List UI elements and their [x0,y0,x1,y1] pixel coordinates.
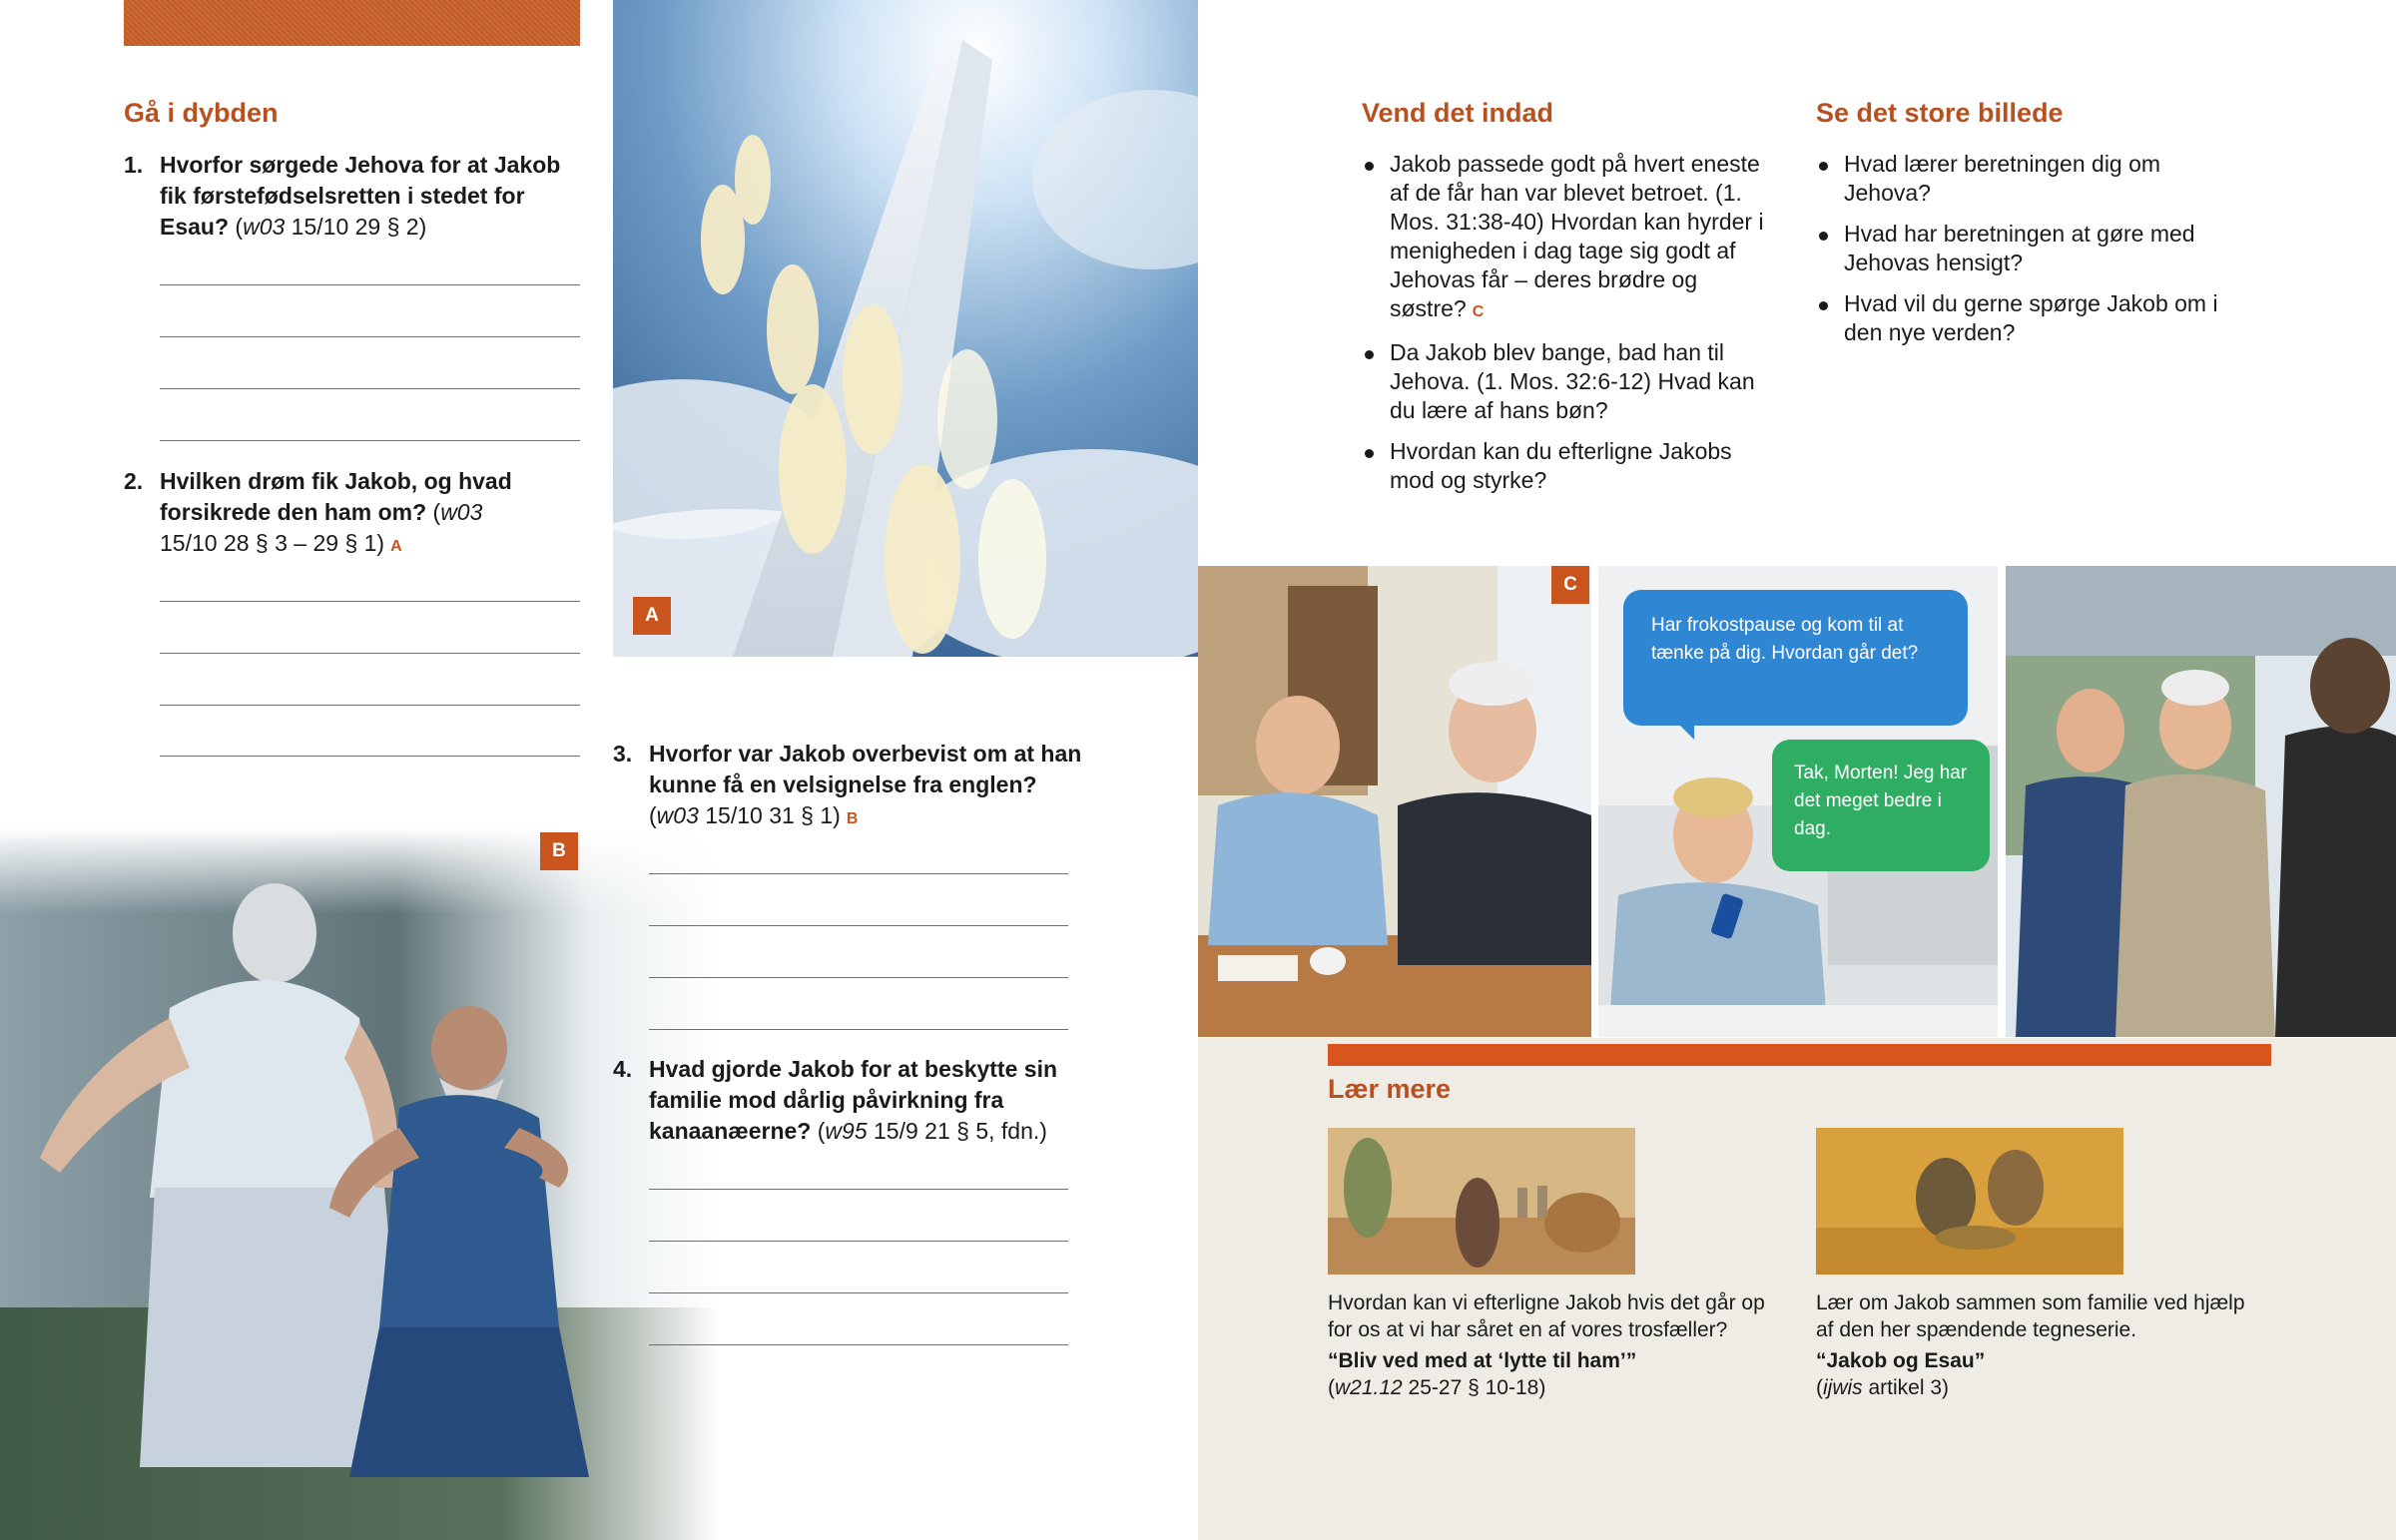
learn-more-thumbnail-2[interactable] [1816,1128,2123,1275]
vend-det-indad-list [1362,150,1771,507]
answer-line[interactable] [160,601,580,602]
decorative-top-bar [124,0,580,46]
question-3: 3. Hvorfor var Jakob overbevist om at han kunne få en velsignelse fra englen? (w03 15/10 31 § 1) B [613,741,1082,828]
learn-more-item-1 [1328,1289,1767,1401]
answer-line[interactable] [649,1029,1068,1030]
answer-line[interactable] [649,1241,1068,1242]
jacobs-ladder-art [613,0,1198,657]
photo-elders-visit-art [2006,566,2396,1037]
photo-elders-visit [2006,566,2396,1037]
illustration-jacob-wrestling [0,828,719,1540]
list-item: Hvad lærer beretningen dig om Jehova? [1816,150,2225,208]
learn-more-item-2 [1816,1289,2255,1401]
question-2: 2. Hvilken drøm fik Jakob, og hvad forsikrede den ham om? (w03 15/10 28 § 3 – 29 § 1) A [124,468,512,556]
answer-line[interactable] [160,388,580,389]
photo-elders-table [1198,566,1591,1037]
question-2-reference: (w03 15/10 28 § 3 – 29 § 1) [160,499,483,556]
answer-line[interactable] [649,925,1068,926]
answer-line[interactable] [649,1189,1068,1190]
se-det-store-billede-list [1816,150,2225,359]
image-label-b: B [540,832,578,870]
question-3-reference: (w03 15/10 31 § 1) [649,802,841,828]
list-item: Hvad vil du gerne spørge Jakob om i den nye verden? [1816,289,2225,347]
answer-line[interactable] [160,336,580,337]
learn-more-accent-bar [1328,1044,2271,1066]
image-label-a: A [633,597,671,635]
section-title-ga-i-dybden: Gå i dybden [124,98,279,128]
learn-more-thumbnail-1[interactable] [1328,1128,1635,1275]
answer-line[interactable] [649,1344,1068,1345]
chat-bubble-incoming: Har frokostpause og kom til at tænke på dig. Hvordan går det? [1623,590,1968,726]
question-1-reference: (w03 15/10 29 § 2) [235,214,427,240]
answer-line[interactable] [649,873,1068,874]
photo-man-texting [1598,566,1998,1037]
answer-line[interactable] [160,284,580,285]
image-label-c: C [1551,566,1589,604]
list-item: Da Jakob blev bange, bad han til Jehova. (1. Mos. 32:6-12) Hvad kan du lære af hans bøn? [1362,338,1771,425]
thumbnail-1-art [1328,1128,1635,1275]
illustration-jacobs-ladder [613,0,1198,657]
learn-more-item-2-ref: (ijwis artikel 3) [1816,1376,1950,1399]
image-ref-tag-b: B [846,810,859,827]
answer-line[interactable] [160,705,580,706]
image-ref-tag-c: C [1472,303,1485,320]
thumbnail-2-art [1816,1128,2123,1275]
answer-line[interactable] [649,977,1068,978]
learn-more-item-1-desc: Hvordan kan vi efterligne Jakob hvis det går op for os at vi har såret en af vores trosfæller? [1328,1291,1765,1341]
section-title-laer-mere: Lær mere [1328,1074,1452,1104]
question-4-reference: (w95 15/9 21 § 5, fdn.) [811,1118,1047,1144]
chat-bubble-tail [1676,722,1694,740]
question-4: 4. Hvad gjorde Jakob for at beskytte sin familie mod dårlig påvirkning fra kanaanæerne? (w95 15/9 21 § 5, fdn.) [613,1056,1058,1144]
list-item: Hvordan kan du efterligne Jakobs mod og styrke? [1362,437,1771,495]
list-item: Jakob passede godt på hvert eneste af de får han var blevet betroet. (1. Mos. 31:38-40) Hvordan kan hyrder i menigheden i dag tage sig godt af Jehovas får – deres brødre og søstre? C [1362,150,1771,326]
image-ref-tag-a: A [390,538,402,555]
learn-more-item-1-ref: (w21.12 25-27 § 10-18) [1328,1376,1546,1399]
photo-elders-table-art [1198,566,1591,1037]
learn-more-item-2-link[interactable]: “Jakob og Esau” [1816,1349,1986,1372]
jacob-wrestling-art [0,828,719,1540]
answer-line[interactable] [649,1292,1068,1293]
answer-line[interactable] [160,440,580,441]
list-item: Hvad har beretningen at gøre med Jehovas hensigt? [1816,220,2225,277]
section-title-se-det-store-billede: Se det store billede [1816,98,2064,128]
section-title-vend-det-indad: Vend det indad [1362,98,1554,128]
learn-more-item-2-desc: Lær om Jakob sammen som familie ved hjælp af den her spændende tegneserie. [1816,1291,2245,1341]
chat-bubble-reply: Tak, Morten! Jeg har det meget bedre i dag. [1772,740,1990,871]
answer-line[interactable] [160,756,580,757]
answer-line[interactable] [160,653,580,654]
question-1: 1. Hvorfor sørgede Jehova for at Jakob fik førstefødselsretten i stedet for Esau? (w03 15/10 29 § 2) [124,152,561,240]
learn-more-item-1-link[interactable]: “Bliv ved med at ‘lytte til ham’” [1328,1349,1637,1372]
